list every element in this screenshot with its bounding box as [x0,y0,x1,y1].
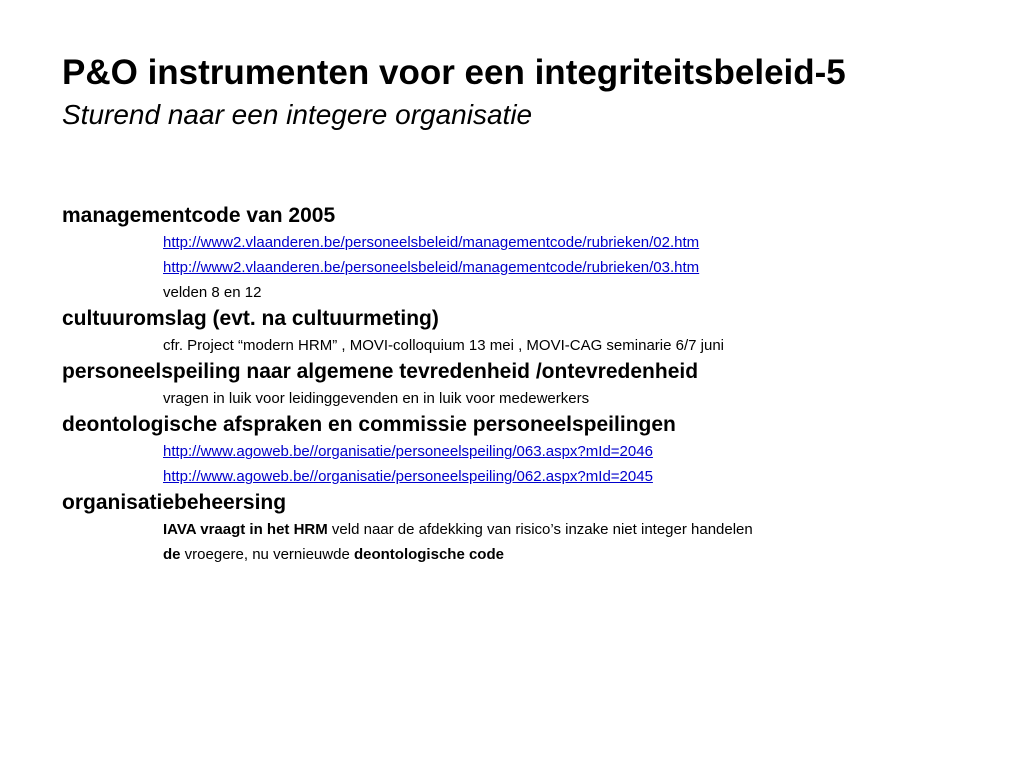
section-cultuuromslag [62,305,984,358]
iava-rest: veld naar de afdekking van risico’s inzake niet integer handelen [327,521,753,538]
agoweb-link-063[interactable]: http://www.agoweb.be//organisatie/personeelspeiling/063.aspx?mId=2046 [163,443,653,460]
sub-line [163,255,984,280]
section-organisatiebeheersing [62,489,984,567]
iava-bold: IAVA vraagt in het HRM [163,521,328,538]
section-heading: deontologische afspraken en commissie personeelspeilingen [62,413,676,436]
personeelspeiling-note: vragen in luik voor leidinggevenden en in luik voor medewerkers [163,390,590,407]
code-rest: vroegere, nu vernieuwde [180,546,354,563]
section-deontologische-afspraken [62,411,984,489]
section-heading: managementcode van 2005 [62,204,336,227]
deontologische-code-bold: deontologische code [353,546,504,563]
managementcode-link-02[interactable]: http://www2.vlaanderen.be/personeelsbeleid/managementcode/rubrieken/02.htm [163,234,700,251]
section-heading: personeelspeiling naar algemene tevredenheid /ontevredenheid [62,360,699,383]
managementcode-note: velden 8 en 12 [163,284,262,301]
de-bold: de [163,546,181,563]
section-heading: cultuuromslag (evt. na cultuurmeting) [62,307,439,330]
cultuuromslag-note: cfr. Project “modern HRM” , MOVI-colloquium 13 mei , MOVI-CAG seminarie 6/7 juni [163,337,724,354]
sub-line [163,230,984,255]
slide-title: P&O instrumenten voor een integriteitsbeleid-5 [62,53,846,92]
section-managementcode [62,202,984,305]
deontologische-code-line [163,542,984,567]
sub-line [163,439,984,464]
managementcode-link-03[interactable]: http://www2.vlaanderen.be/personeelsbeleid/managementcode/rubrieken/03.htm [163,259,700,276]
sub-line [163,464,984,489]
section-heading: organisatiebeheersing [62,491,287,514]
section-personeelspeiling [62,358,984,411]
slide-content [62,202,984,567]
iava-line [163,517,984,542]
agoweb-link-062[interactable]: http://www.agoweb.be//organisatie/personeelspeiling/062.aspx?mId=2045 [163,468,653,485]
slide-subtitle: Sturend naar een integere organisatie [62,99,533,130]
